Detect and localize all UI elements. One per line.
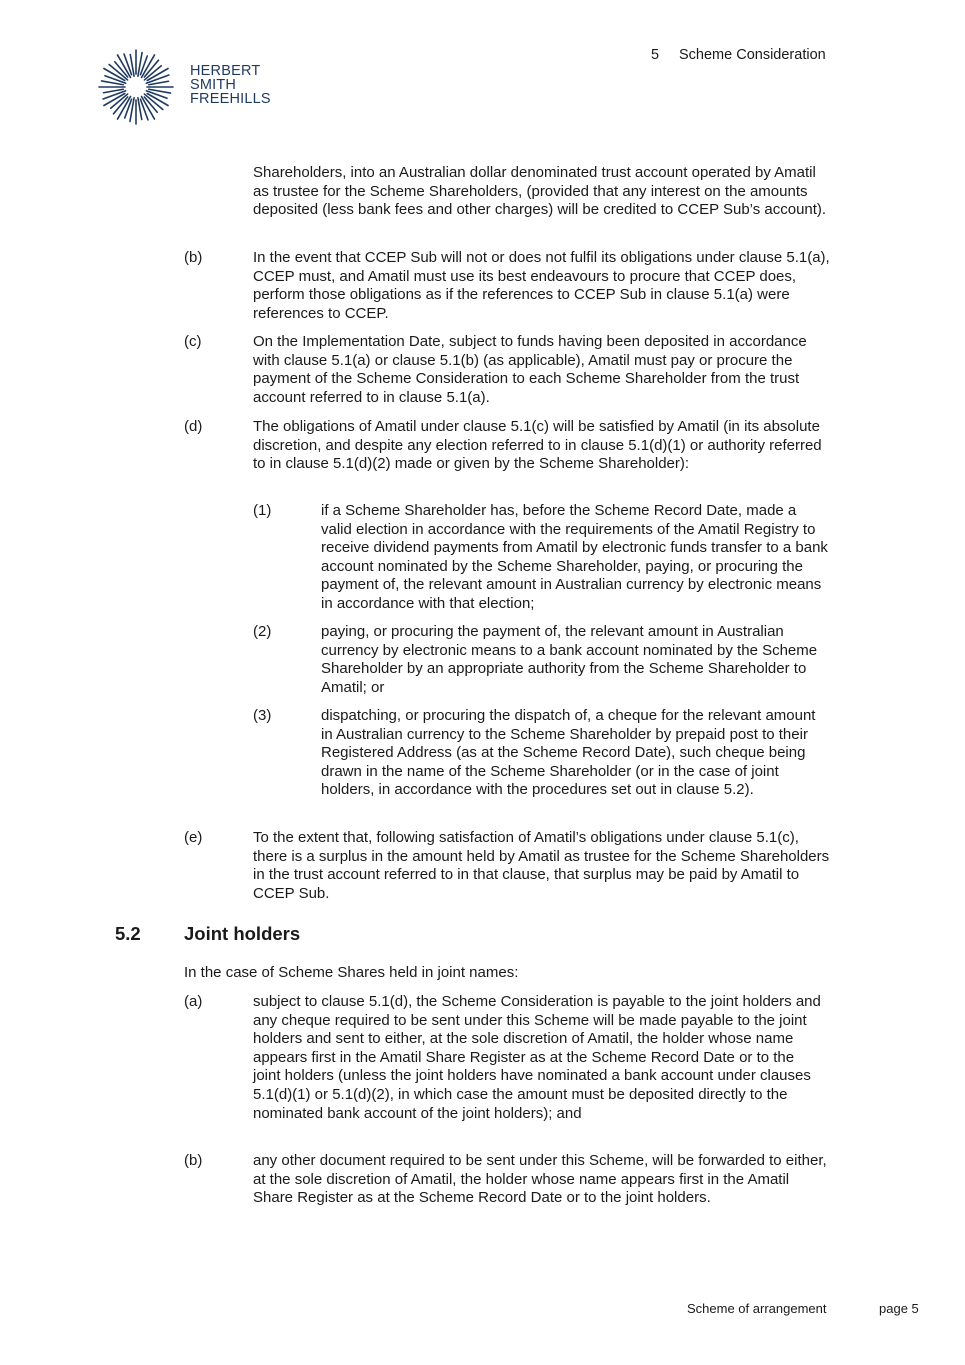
header-section-title: Scheme Consideration: [679, 47, 826, 63]
running-header: [651, 47, 826, 63]
footer-doc-title: Scheme of arrangement: [687, 1301, 827, 1316]
subitem-text: dispatching, or procuring the dispatch of, a cheque for the relevant amount in Australian currency to the Scheme Shareholder by prepaid post to their Registered Address (as at the Scheme Record Date), such cheque being drawn in the name of the Scheme Shareholder (or in the case of joint holders, in accordance with the procedures set out in clause 5.2).: [321, 707, 816, 799]
item-text: The obligations of Amatil under clause 5.1(c) will be satisfied by Amatil (in its absolute discretion, and despite any election referred to in clause 5.1(d)(1) or authority referred to in clause 5.1(d)(2) made or given by the Scheme Shareholder):: [253, 418, 822, 473]
subitem-label: (3): [253, 707, 272, 724]
logo-wordmark: [190, 64, 271, 106]
firm-logo: [97, 48, 277, 126]
sunburst-logo-icon: [97, 48, 175, 126]
header-section-number: 5: [651, 47, 660, 63]
continuation-paragraph: Shareholders, into an Australian dollar denominated trust account operated by Amatil as trustee for the Scheme Shareholders, (provided that any interest on the amounts deposited (less bank fees and other charges) will be credited to CCEP Sub’s account).: [253, 164, 827, 219]
section-intro: In the case of Scheme Shares held in joint names:: [184, 964, 519, 981]
section-number: 5.2: [115, 923, 141, 944]
item-label: (e): [184, 829, 203, 846]
section-title: Joint holders: [184, 923, 301, 944]
logo-line-2: SMITH: [190, 77, 237, 93]
logo-line-3: FREEHILLS: [190, 91, 271, 107]
item-text: subject to clause 5.1(d), the Scheme Consideration is payable to the joint holders and any cheque required to be sent under this Scheme will be made payable to the joint holders and sent to either, at the sole discretion of Amatil, the holder whose name appears first in the Amatil Share Register as at the Scheme Record Date or to the joint holders (unless the joint holders have nominated a bank account under clauses 5.1(d)(1) or 5.1(d)(2), in which case the amount must be deposited directly to the nominated bank account of the joint holders); and: [253, 993, 821, 1122]
item-text: On the Implementation Date, subject to funds having been deposited in accordance with clause 5.1(a) or clause 5.1(b) (as applicable), Amatil must pay or procure the payment of the Scheme Consideration to each Scheme Shareholder from the trust account referred to in clause 5.1(a).: [253, 333, 807, 406]
footer-page-number: page 5: [879, 1301, 919, 1316]
item-label: (c): [184, 333, 202, 350]
item-text: To the extent that, following satisfaction of Amatil’s obligations under clause 5.1(c), there is a surplus in the amount held by Amatil as trustee for the Scheme Shareholders in the trust account referred to in that clause, that surplus may be paid by Amatil to CCEP Sub.: [253, 829, 830, 902]
item-text: any other document required to be sent under this Scheme, will be forwarded to either, at the sole discretion of Amatil, the holder whose name appears first in the Amatil Share Register as at the Scheme Record Date or to the joint holders.: [253, 1152, 827, 1207]
subitem-text: if a Scheme Shareholder has, before the Scheme Record Date, made a valid election in accordance with the requirements of the Amatil Registry to receive dividend payments from Amatil by electronic funds transfer to a bank account nominated by the Scheme Shareholder, paying, or procuring the payment of, the relevant amount in Australian currency by electronic means in accordance with that election;: [321, 502, 828, 612]
subitem-label: (2): [253, 623, 272, 640]
logo-line-1: HERBERT: [190, 63, 261, 79]
subitem-label: (1): [253, 502, 272, 519]
item-label: (b): [184, 1152, 203, 1169]
subitem-text: paying, or procuring the payment of, the relevant amount in Australian currency by electronic means to a bank account nominated by the Scheme Shareholder by an appropriate authority from the Scheme Shareholder to Amatil; or: [321, 623, 818, 696]
item-label: (b): [184, 249, 203, 266]
item-text: In the event that CCEP Sub will not or does not fulfil its obligations under clause 5.1(a), CCEP must, and Amatil must use its best endeavours to procure that CCEP does, perform those obligations as if the references to CCEP Sub in clause 5.1(a) were references to CCEP.: [253, 249, 830, 322]
item-label: (a): [184, 993, 203, 1010]
item-label: (d): [184, 418, 203, 435]
